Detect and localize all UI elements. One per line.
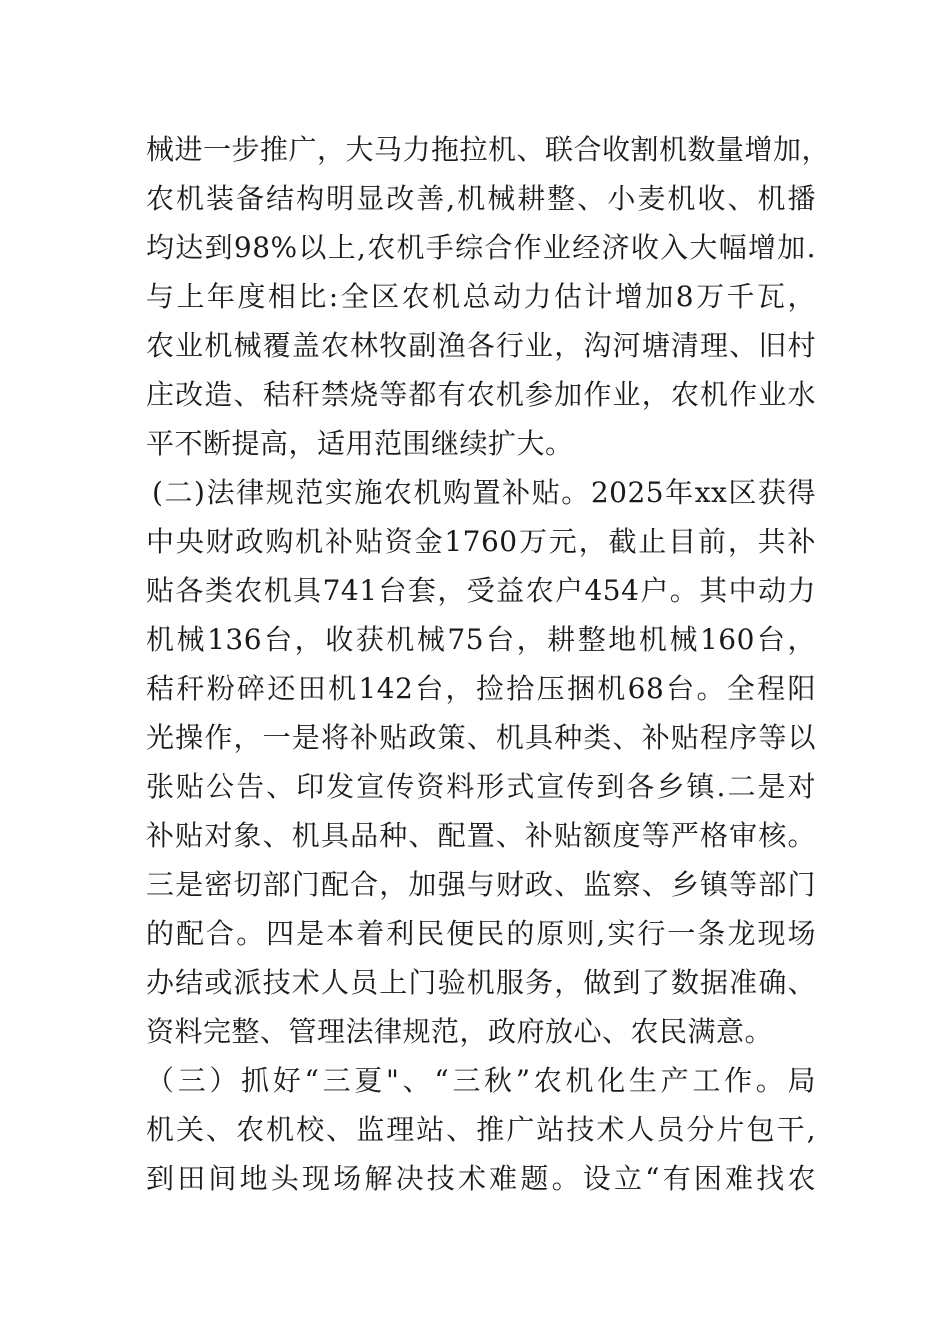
text-line: 到田间地头现场解决技术难题。设立“有困难找农: [146, 1162, 816, 1195]
text-line: 农业机械覆盖农林牧副渔各行业，沟河塘清理、旧村: [146, 329, 816, 362]
text-line: 的配合。四是本着利民便民的原则,实行一条龙现场: [146, 917, 816, 950]
text-line: 光操作，一是将补贴政策、机具种类、补贴程序等以: [146, 721, 816, 754]
text-line: 庄改造、秸秆禁烧等都有农机参加作业，农机作业水: [146, 378, 816, 411]
text-line: 资料完整、管理法律规范，政府放心、农民满意。: [146, 1015, 774, 1048]
text-line: 平不断提高，适用范围继续扩大。: [146, 427, 574, 460]
text-line: 与上年度相比:全区农机总动力估计增加8万千瓦，: [146, 280, 816, 313]
text-line: 张贴公告、印发宣传资料形式宣传到各乡镇.二是对: [146, 770, 816, 803]
text-line: 机关、农机校、监理站、推广站技术人员分片包干,: [146, 1113, 816, 1146]
text-line: 三是密切部门配合，加强与财政、监察、乡镇等部门: [146, 868, 816, 901]
text-line: 均达到98%以上,农机手综合作业经济收入大幅增加.: [146, 231, 816, 264]
text-line: 补贴对象、机具品种、配置、补贴额度等严格审核。: [146, 819, 816, 852]
text-line: 机械136台，收获机械75台，耕整地机械160台，: [146, 623, 816, 656]
text-line: 农机装备结构明显改善,机械耕整、小麦机收、机播: [146, 182, 816, 215]
section-heading-line: (二)法律规范实施农机购置补贴。2025年xx区获得: [152, 476, 816, 509]
section-heading-line: （三）抓好“三夏"、“三秋”农机化生产工作。局: [146, 1064, 816, 1097]
text-line: 械进一步推广，大马力拖拉机、联合收割机数量增加，: [146, 133, 831, 166]
body-text: [146, 125, 831, 1203]
text-line: 办结或派技术人员上门验机服务，做到了数据准确、: [146, 966, 816, 999]
text-line: 秸秆粉碎还田机142台，捡拾压捆机68台。全程阳: [146, 672, 816, 705]
text-line: 贴各类农机具741台套，受益农户454户。其中动力: [146, 574, 816, 607]
text-line: 中央财政购机补贴资金1760万元，截止目前，共补: [146, 525, 816, 558]
